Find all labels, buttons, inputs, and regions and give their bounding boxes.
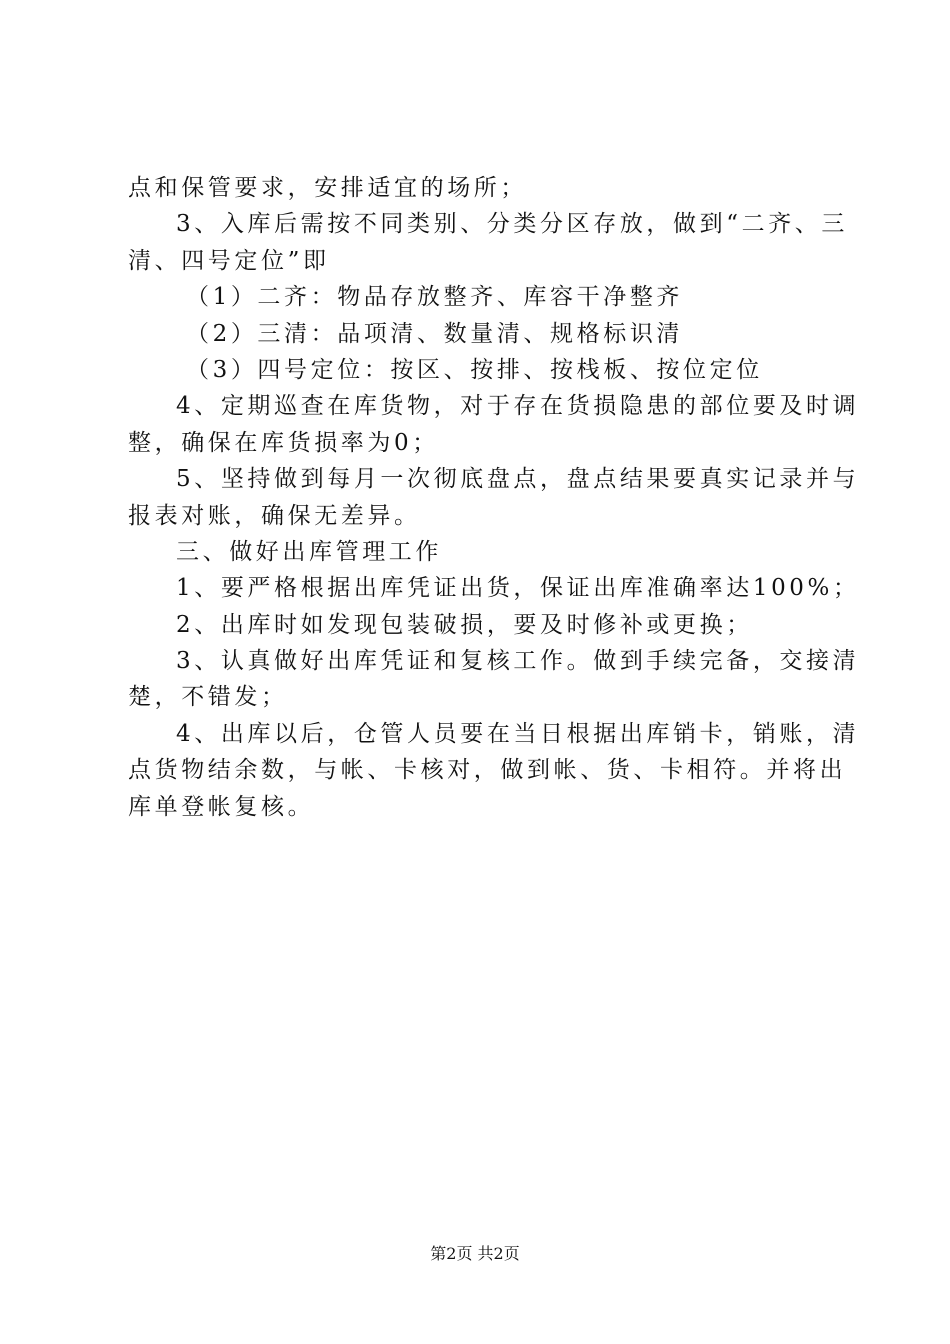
document-body [128,170,860,825]
text-line: 点和保管要求，安排适宜的场所； [128,175,527,201]
text-line: 清、四号定位”即 [128,247,330,274]
text-line: 1、要严格根据出库凭证出货，保证出库准确率达100%； [176,575,860,602]
text-line: 报表对账，确保无差异。 [128,502,421,529]
text-line: 5、坚持做到每月一次彻底盘点，盘点结果要真实记录并与 [176,466,860,493]
text-line: （2）三清：品项清、数量清、规格标识清 [186,320,684,347]
text-line: 4、出库以后，仓管人员要在当日根据出库销卡，销账，清 [176,720,860,747]
section-heading: 三、做好出库管理工作 [176,538,442,565]
page-footer: 第2页 共2页 [430,1244,520,1263]
text-line: 库单登帐复核。 [128,793,315,820]
text-line: 点货物结余数，与帐、卡核对，做到帐、货、卡相符。并将出 [128,757,847,784]
text-line: （3）四号定位：按区、按排、按栈板、按位定位 [186,356,763,383]
text-line: 整，确保在库货损率为0； [128,429,439,456]
text-line: 4、定期巡查在库货物，对于存在货损隐患的部位要及时调 [176,393,860,420]
text-line: 楚，不错发； [128,684,288,711]
text-line: 3、入库后需按不同类别、分类分区存放，做到“二齐、三 [176,211,848,238]
text-line: 3、认真做好出库凭证和复核工作。做到手续完备，交接清 [176,648,860,675]
text-line: 2、出库时如发现包装破损，要及时修补或更换； [176,611,753,638]
text-line: （1）二齐：物品存放整齐、库容干净整齐 [186,284,684,311]
